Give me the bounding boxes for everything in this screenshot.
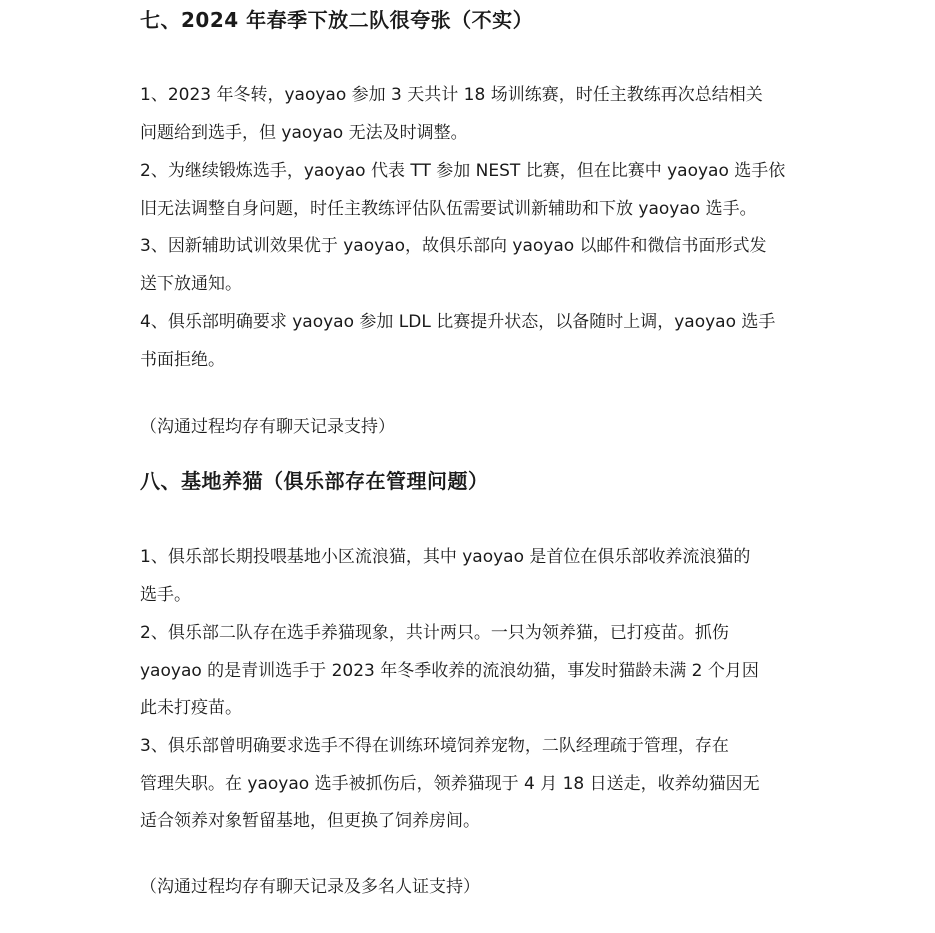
paragraph-line: 送下放通知。 [140,273,242,294]
section-7-heading: 七、2024 年春季下放二队很夸张（不实） [140,8,534,32]
paragraph-line: 管理失职。在 yaoyao 选手被抓伤后，领养猫现于 4 月 18 日送走，收养幼猫因无 [140,773,760,794]
paragraph-line: 4、俱乐部明确要求 yaoyao 参加 LDL 比赛提升状态，以备随时上调，yaoyao 选手 [140,312,776,332]
paragraph-line: 1、俱乐部长期投喂基地小区流浪猫，其中 yaoyao 是首位在俱乐部收养流浪猫的 [140,547,751,567]
paragraph-line: 书面拒绝。 [140,349,225,370]
section-7-item-1 [140,77,812,152]
section-8-item-3 [140,728,812,841]
section-8-item-1 [140,539,812,614]
section-8-item-2 [140,615,812,728]
paragraph-line: 此未打疫苗。 [140,698,242,718]
section-7-item-4 [140,304,812,379]
paragraph-line: 选手。 [140,584,191,605]
paragraph-line: yaoyao 的是青训选手于 2023 年冬季收养的流浪幼猫，事发时猫龄未满 2 个月因 [140,660,759,681]
paragraph-line: 适合领养对象暂留基地，但更换了饲养房间。 [140,811,480,831]
paragraph-line: 3、俱乐部曾明确要求选手不得在训练环境饲养宠物，二队经理疏于管理，存在 [140,736,729,756]
paragraph-line: 旧无法调整自身问题，时任主教练评估队伍需要试训新辅助和下放 yaoyao 选手。 [140,198,757,219]
section-7-note: （沟通过程均存有聊天记录支持） [140,417,395,437]
section-7-item-3 [140,228,812,303]
paragraph-line: 3、因新辅助试训效果优于 yaoyao，故俱乐部向 yaoyao 以邮件和微信书面形式发 [140,236,767,256]
section-8-note: （沟通过程均存有聊天记录及多名人证支持） [140,877,480,897]
paragraph-line: 问题给到选手，但 yaoyao 无法及时调整。 [140,122,468,143]
paragraph-line: 1、2023 年冬转，yaoyao 参加 3 天共计 18 场训练赛，时任主教练再次总结相关 [140,85,763,105]
section-7-item-2 [140,153,812,228]
paragraph-line: 2、为继续锻炼选手，yaoyao 代表 TT 参加 NEST 比赛，但在比赛中 yaoyao 选手依 [140,161,786,181]
section-8-heading: 八、基地养猫（俱乐部存在管理问题） [140,469,489,493]
paragraph-line: 2、俱乐部二队存在选手养猫现象，共计两只。一只为领养猫，已打疫苗。抓伤 [140,623,729,643]
